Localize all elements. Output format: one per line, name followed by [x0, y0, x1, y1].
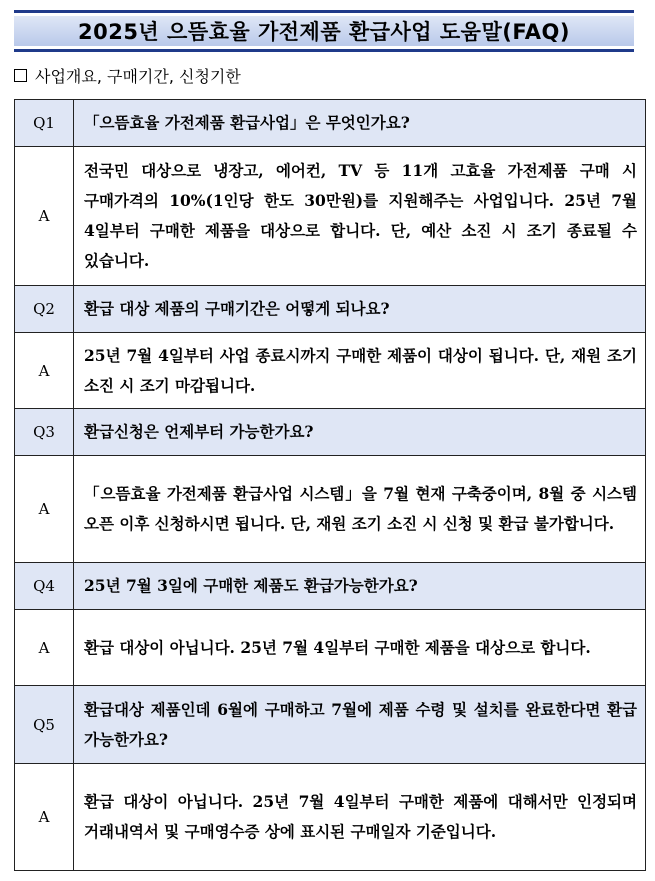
question-row: [15, 409, 646, 456]
answer-row: [15, 610, 646, 686]
answer-row: [15, 333, 646, 409]
answer-text: 25년 7월 4일부터 사업 종료시까지 구매한 제품이 대상이 됩니다. 단, 재원 조기 소진 시 조기 마감됩니다.: [74, 333, 646, 409]
question-text: 환급 대상 제품의 구매기간은 어떻게 되나요?: [74, 286, 646, 333]
answer-label: A: [15, 333, 74, 409]
answer-label: A: [15, 456, 74, 563]
question-label: Q4: [15, 563, 74, 610]
question-text: 「으뜸효율 가전제품 환급사업」은 무엇인가요?: [74, 100, 646, 147]
question-row: [15, 100, 646, 147]
question-label: Q3: [15, 409, 74, 456]
answer-row: [15, 147, 646, 286]
answer-label: A: [15, 764, 74, 871]
question-row: [15, 563, 646, 610]
answer-label: A: [15, 610, 74, 686]
answer-text: 환급 대상이 아닙니다. 25년 7월 4일부터 구매한 제품에 대해서만 인정되며 거래내역서 및 구매영수증 상에 표시된 구매일자 기준입니다.: [74, 764, 646, 871]
question-text: 환급대상 제품인데 6월에 구매하고 7월에 제품 수령 및 설치를 완료한다면 환급 가능한가요?: [74, 686, 646, 764]
faq-table: [14, 99, 646, 871]
empty-square-icon: [14, 69, 27, 82]
question-label: Q2: [15, 286, 74, 333]
answer-text: 환급 대상이 아닙니다. 25년 7월 4일부터 구매한 제품을 대상으로 합니다.: [74, 610, 646, 686]
section-heading: [14, 64, 241, 87]
question-label: Q5: [15, 686, 74, 764]
question-row: [15, 286, 646, 333]
title-banner: [14, 10, 634, 52]
question-label: Q1: [15, 100, 74, 147]
answer-row: [15, 456, 646, 563]
question-row: [15, 686, 646, 764]
page-title: 2025년 으뜸효율 가전제품 환급사업 도움말(FAQ): [77, 20, 570, 44]
section-heading-text: 사업개요, 구매기간, 신청기한: [35, 67, 241, 86]
question-text: 25년 7월 3일에 구매한 제품도 환급가능한가요?: [74, 563, 646, 610]
answer-text: 「으뜸효율 가전제품 환급사업 시스템」을 7월 현재 구축중이며, 8월 중 시스템 오픈 이후 신청하시면 됩니다. 단, 재원 조기 소진 시 신청 및 환급 불가합니다.: [74, 456, 646, 563]
answer-row: [15, 764, 646, 871]
question-text: 환급신청은 언제부터 가능한가요?: [74, 409, 646, 456]
answer-text: 전국민 대상으로 냉장고, 에어컨, TV 등 11개 고효율 가전제품 구매 시 구매가격의 10%(1인당 한도 30만원)를 지원해주는 사업입니다. 25년 7월 4일부터 구매한 제품을 대상으로 합니다. 단, 예산 소진 시 조기 종료될 수 있습니다.: [74, 147, 646, 286]
answer-label: A: [15, 147, 74, 286]
